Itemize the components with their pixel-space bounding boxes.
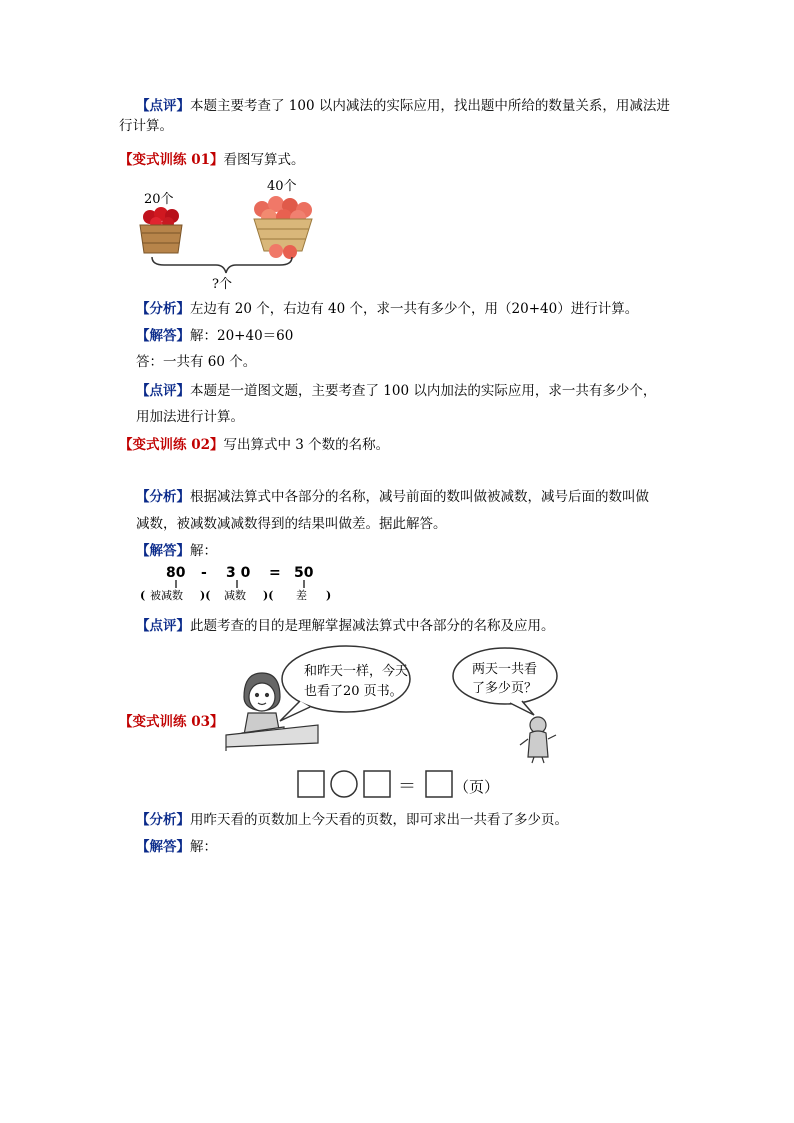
right-count-label: 40个 (267, 179, 297, 194)
v1-answer (136, 326, 293, 346)
analysis-text: 根据减法算式中各部分的名称，减号前面的数叫做被减数，减号后面的数叫做 (190, 489, 649, 505)
svg-text:)(: )( (263, 589, 274, 602)
review-text: 本题是一道图文题，主要考查了 100 以内加法的实际应用，求一共有多少个， (190, 383, 657, 399)
v1-review-line1 (136, 381, 656, 401)
v1-review-line2: 用加法进行计算。 (136, 409, 244, 425)
girl-bubble-line2: 也看了20 页书。 (304, 684, 403, 699)
v2-analysis-line1 (136, 487, 649, 507)
analysis-text: 左边有 20 个，右边有 40 个，求一共有多少个，用（20+40）进行计算。 (190, 301, 639, 317)
eq-difference: 50 (294, 565, 314, 581)
variant-prompt: 看图写算式。 (223, 152, 305, 168)
total-label: ?个 (212, 277, 232, 292)
name-difference: 差 (296, 589, 307, 602)
variant-02-heading (119, 435, 389, 455)
variant-tag: 【变式训练 01】 (119, 152, 224, 168)
equals-sign: ＝ (398, 776, 416, 797)
v2-review (136, 616, 555, 636)
review-1-line1 (136, 96, 670, 116)
analysis-tag: 【分析】 (136, 301, 190, 317)
eq-subtrahend: 3 0 (226, 565, 251, 581)
right-bubble-line1: 两天一共看 (472, 662, 538, 677)
eq-equals: = (269, 565, 281, 581)
review-tag: 【点评】 (136, 618, 190, 634)
left-count-label: 20个 (144, 192, 174, 207)
eq-minus: - (201, 565, 207, 581)
review-tag: 【点评】 (136, 98, 190, 114)
review-1-line2: 行计算。 (119, 118, 173, 134)
variant-tag: 【变式训练 03】 (119, 714, 224, 730)
answer-tag: 【解答】 (136, 839, 190, 855)
v2-analysis-line2: 减数，被减数减减数得到的结果叫做差。据此解答。 (136, 516, 447, 532)
eq-minuend: 80 (166, 565, 186, 581)
answer-text: 解：20+40＝60 (190, 328, 294, 344)
answer-text: 解： (190, 839, 217, 855)
right-bubble-line2: 了多少页？ (472, 681, 538, 696)
answer-tag: 【解答】 (136, 328, 190, 344)
reading-girl-figure (222, 643, 570, 807)
blank-box-result[interactable] (426, 771, 452, 797)
left-apple-basket (140, 207, 182, 253)
subtraction-names-figure (136, 562, 336, 604)
name-minuend: 被减数 (150, 589, 183, 602)
v1-answer-sentence: 答：一共有 60 个。 (136, 354, 257, 370)
total-brace (152, 257, 292, 273)
helper-character (520, 717, 556, 763)
apple-baskets-figure (136, 173, 321, 293)
svg-text:(: ( (140, 589, 146, 602)
unit-label: （页） (454, 778, 500, 796)
operator-blank[interactable] (331, 771, 357, 797)
analysis-tag: 【分析】 (136, 812, 190, 828)
girl-speech-bubble (280, 646, 410, 721)
v3-analysis (136, 810, 568, 830)
right-apple-basket (254, 196, 312, 259)
review-text: 此题考查的目的是理解掌握减法算式中各部分的名称及应用。 (190, 618, 555, 634)
variant-01-heading (119, 150, 305, 170)
v1-analysis (136, 299, 638, 319)
blank-box-2[interactable] (364, 771, 390, 797)
variant-03-heading (119, 712, 224, 732)
review-tag: 【点评】 (136, 383, 190, 399)
answer-tag: 【解答】 (136, 543, 190, 559)
girl-bubble-line1: 和昨天一样，今天 (304, 664, 409, 679)
analysis-text: 用昨天看的页数加上今天看的页数，即可求出一共看了多少页。 (190, 812, 568, 828)
equation-blanks (298, 771, 499, 797)
v3-answer (136, 837, 217, 857)
answer-text: 解： (190, 543, 217, 559)
analysis-tag: 【分析】 (136, 489, 190, 505)
variant-tag: 【变式训练 02】 (119, 437, 224, 453)
svg-text:)(: )( (200, 589, 211, 602)
v2-answer (136, 541, 217, 561)
review-text: 本题主要考查了 100 以内减法的实际应用，找出题中所给的数量关系，用减法进 (190, 98, 670, 114)
blank-box-1[interactable] (298, 771, 324, 797)
variant-prompt: 写出算式中 3 个数的名称。 (223, 437, 390, 453)
name-subtrahend: 减数 (224, 589, 246, 602)
svg-text:): ) (326, 589, 332, 602)
helper-speech-bubble (453, 648, 557, 715)
